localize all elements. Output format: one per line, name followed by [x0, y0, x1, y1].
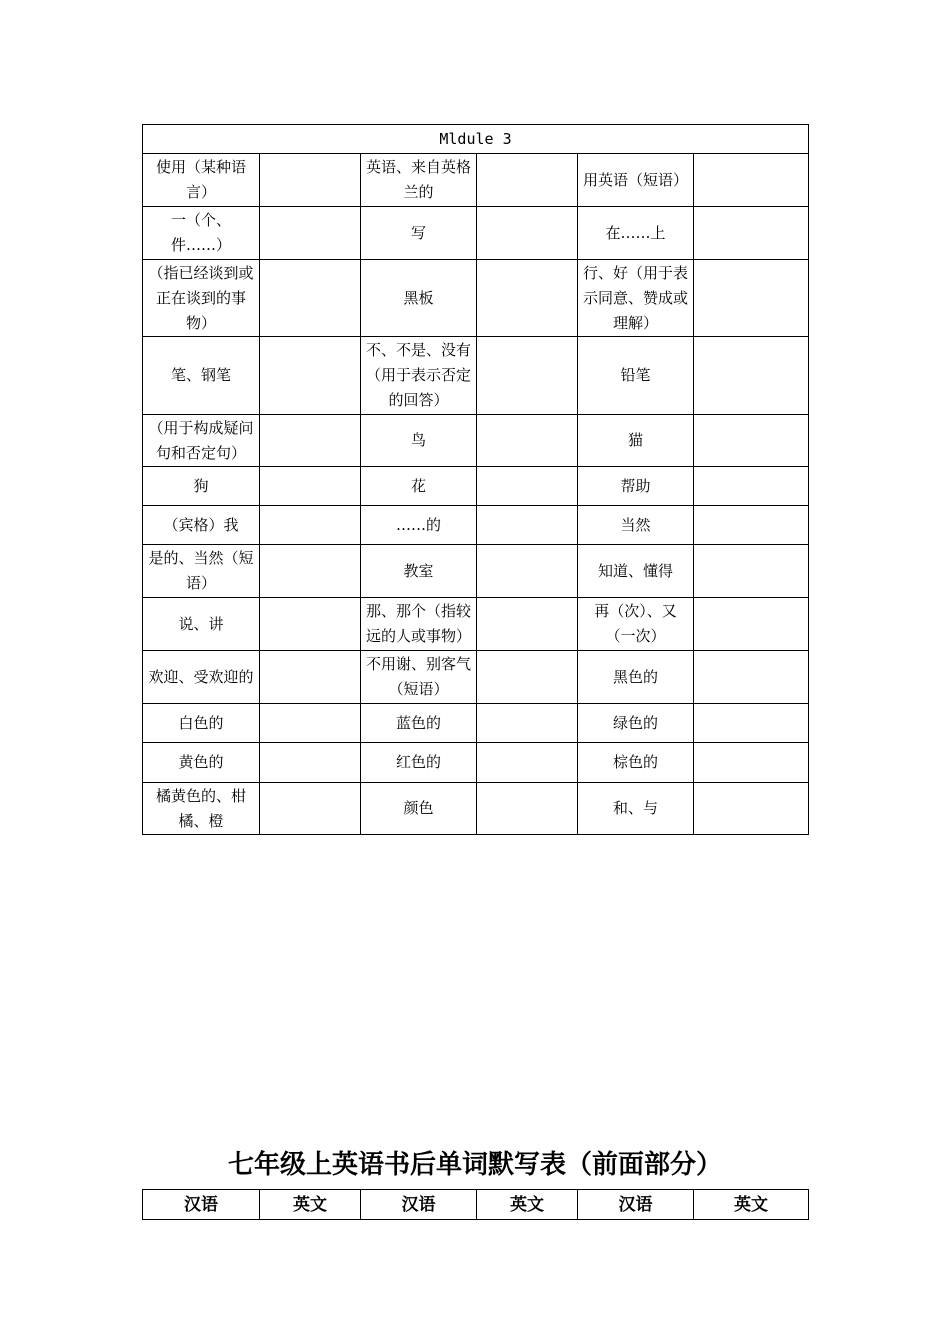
page-title: 七年级上英语书后单词默写表（前面部分）: [227, 1150, 722, 1180]
chinese-term-cell: 写: [361, 207, 477, 260]
chinese-term-cell: 和、与: [578, 783, 694, 835]
chinese-term-cell: 笔、钢笔: [143, 337, 260, 415]
table-row: [143, 598, 809, 651]
chinese-term-cell: 狗: [143, 467, 260, 506]
english-answer-cell[interactable]: [477, 415, 578, 467]
table-row: [143, 260, 809, 337]
english-answer-cell[interactable]: [477, 260, 578, 337]
chinese-term-cell: 说、讲: [143, 598, 260, 651]
chinese-term-cell: 颜色: [361, 783, 477, 835]
table-row: [143, 154, 809, 207]
header-row: [143, 1190, 809, 1220]
table-row: [143, 207, 809, 260]
english-answer-cell[interactable]: [694, 651, 809, 704]
chinese-term-cell: 当然: [578, 506, 694, 545]
english-answer-cell[interactable]: [260, 260, 361, 337]
header-chinese: 汉语: [578, 1190, 694, 1220]
english-answer-cell[interactable]: [694, 783, 809, 835]
chinese-term-cell: ……的: [361, 506, 477, 545]
chinese-term-cell: （指已经谈到或正在谈到的事物）: [143, 260, 260, 337]
english-answer-cell[interactable]: [260, 154, 361, 207]
english-answer-cell[interactable]: [260, 467, 361, 506]
chinese-term-cell: 英语、来自英格兰的: [361, 154, 477, 207]
chinese-term-cell: 使用（某种语言）: [143, 154, 260, 207]
chinese-term-cell: 一（个、件……）: [143, 207, 260, 260]
chinese-term-cell: 不用谢、别客气（短语）: [361, 651, 477, 704]
english-answer-cell[interactable]: [260, 783, 361, 835]
module-3-vocabulary-table: [142, 124, 809, 835]
chinese-term-cell: （宾格）我: [143, 506, 260, 545]
chinese-term-cell: 猫: [578, 415, 694, 467]
chinese-term-cell: 花: [361, 467, 477, 506]
english-answer-cell[interactable]: [694, 743, 809, 783]
english-answer-cell[interactable]: [260, 415, 361, 467]
chinese-term-cell: 橘黄色的、柑橘、橙: [143, 783, 260, 835]
english-answer-cell[interactable]: [694, 467, 809, 506]
chinese-term-cell: 欢迎、受欢迎的: [143, 651, 260, 704]
english-answer-cell[interactable]: [694, 704, 809, 743]
english-answer-cell[interactable]: [477, 337, 578, 415]
chinese-term-cell: 是的、当然（短语）: [143, 545, 260, 598]
table-row: [143, 545, 809, 598]
english-answer-cell[interactable]: [260, 651, 361, 704]
english-answer-cell[interactable]: [477, 207, 578, 260]
table-row: [143, 337, 809, 415]
english-answer-cell[interactable]: [477, 598, 578, 651]
english-answer-cell[interactable]: [477, 154, 578, 207]
chinese-term-cell: 不、不是、没有（用于表示否定的回答）: [361, 337, 477, 415]
chinese-term-cell: 黑板: [361, 260, 477, 337]
english-answer-cell[interactable]: [694, 154, 809, 207]
english-answer-cell[interactable]: [694, 506, 809, 545]
chinese-term-cell: 黑色的: [578, 651, 694, 704]
table-row: [143, 506, 809, 545]
english-answer-cell[interactable]: [477, 467, 578, 506]
english-answer-cell[interactable]: [694, 337, 809, 415]
english-answer-cell[interactable]: [694, 415, 809, 467]
chinese-term-cell: 鸟: [361, 415, 477, 467]
table-row: [143, 651, 809, 704]
english-answer-cell[interactable]: [260, 704, 361, 743]
english-answer-cell[interactable]: [694, 207, 809, 260]
chinese-term-cell: 再（次）、又（一次）: [578, 598, 694, 651]
dictation-header-table: [142, 1189, 809, 1220]
chinese-term-cell: 棕色的: [578, 743, 694, 783]
module-title: Mldule 3: [143, 125, 809, 154]
header-chinese: 汉语: [143, 1190, 260, 1220]
english-answer-cell[interactable]: [694, 545, 809, 598]
table-row: [143, 704, 809, 743]
chinese-term-cell: 黄色的: [143, 743, 260, 783]
header-english: 英文: [260, 1190, 361, 1220]
english-answer-cell[interactable]: [260, 743, 361, 783]
english-answer-cell[interactable]: [260, 207, 361, 260]
table-row: [143, 415, 809, 467]
chinese-term-cell: 帮助: [578, 467, 694, 506]
header-english: 英文: [694, 1190, 809, 1220]
english-answer-cell[interactable]: [477, 743, 578, 783]
chinese-term-cell: 蓝色的: [361, 704, 477, 743]
english-answer-cell[interactable]: [260, 337, 361, 415]
table-row: [143, 783, 809, 835]
chinese-term-cell: 铅笔: [578, 337, 694, 415]
chinese-term-cell: （用于构成疑问句和否定句）: [143, 415, 260, 467]
chinese-term-cell: 白色的: [143, 704, 260, 743]
chinese-term-cell: 教室: [361, 545, 477, 598]
english-answer-cell[interactable]: [260, 545, 361, 598]
english-answer-cell[interactable]: [260, 598, 361, 651]
header-chinese: 汉语: [361, 1190, 477, 1220]
english-answer-cell[interactable]: [477, 545, 578, 598]
english-answer-cell[interactable]: [260, 506, 361, 545]
chinese-term-cell: 绿色的: [578, 704, 694, 743]
english-answer-cell[interactable]: [477, 506, 578, 545]
header-english: 英文: [477, 1190, 578, 1220]
table-row: [143, 467, 809, 506]
chinese-term-cell: 那、那个（指较远的人或事物）: [361, 598, 477, 651]
english-answer-cell[interactable]: [477, 651, 578, 704]
english-answer-cell[interactable]: [477, 704, 578, 743]
english-answer-cell[interactable]: [694, 598, 809, 651]
chinese-term-cell: 知道、懂得: [578, 545, 694, 598]
english-answer-cell[interactable]: [694, 260, 809, 337]
chinese-term-cell: 在……上: [578, 207, 694, 260]
chinese-term-cell: 红色的: [361, 743, 477, 783]
chinese-term-cell: 行、好（用于表示同意、赞成或理解）: [578, 260, 694, 337]
english-answer-cell[interactable]: [477, 783, 578, 835]
module-header-row: [143, 125, 809, 154]
table-row: [143, 743, 809, 783]
chinese-term-cell: 用英语（短语）: [578, 154, 694, 207]
